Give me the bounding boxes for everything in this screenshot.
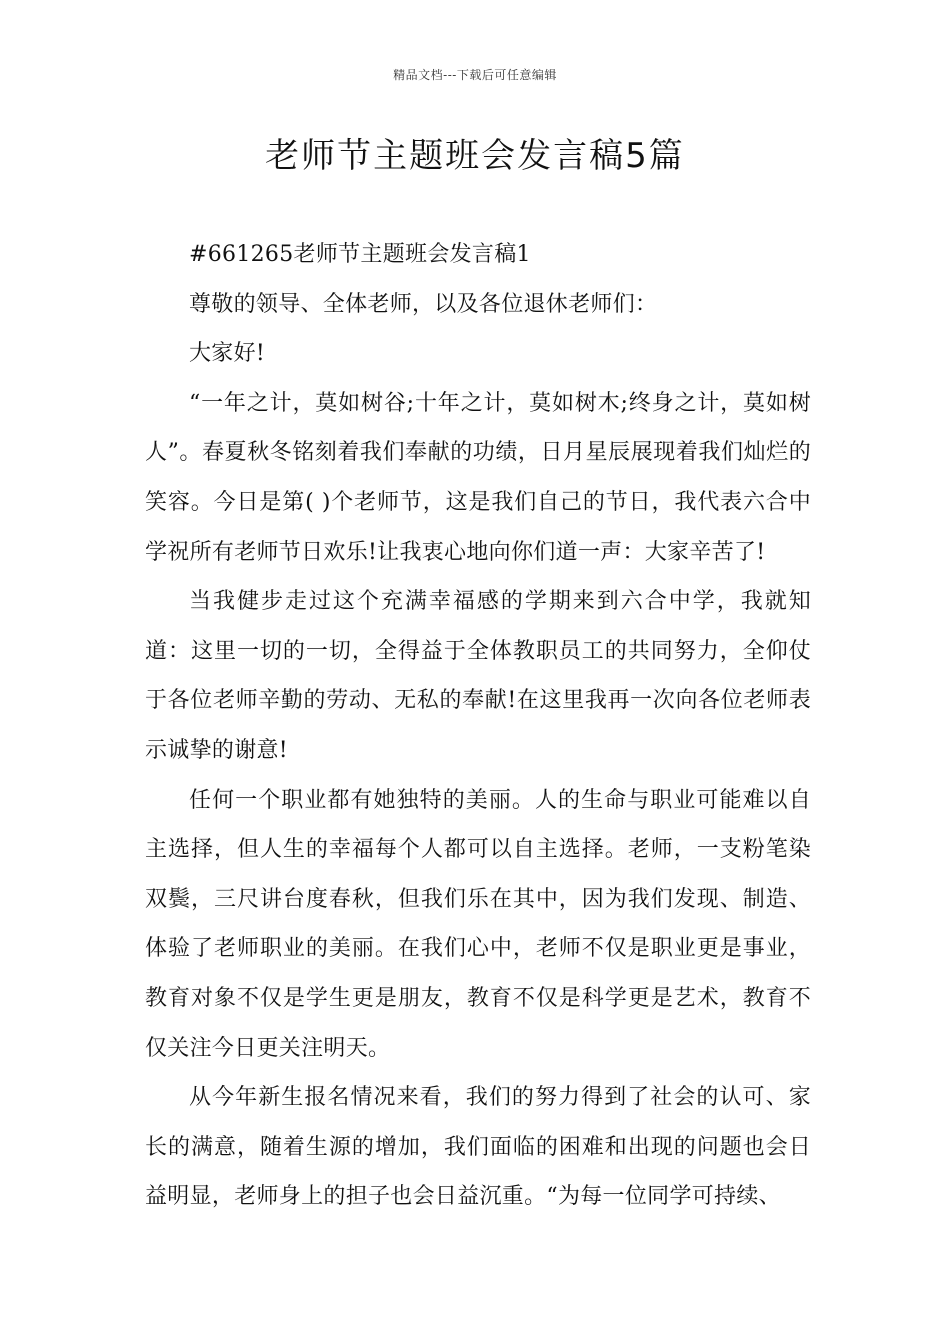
paragraph: “一年之计，莫如树谷;十年之计，莫如树木;终身之计，莫如树人”。春夏秋冬铭刻着我们奉献的功绩，日月星辰展现着我们灿烂的笑容。今日是第( )个老师节，这是我们自己的节日，我代表六合中学祝所有老师节日欢乐!让我衷心地向你们道一声：大家辛苦了! [145, 390, 811, 565]
paragraph-greeting: 大家好! [189, 341, 266, 367]
paragraph: 任何一个职业都有她独特的美丽。人的生命与职业可能难以自主选择，但人生的幸福每个人都可以自主选择。老师，一支粉笔染双鬓，三尺讲台度春秋，但我们乐在其中，因为我们发现、制造、体验了老师职业的美丽。在我们心中，老师不仅是职业更是事业，教育对象不仅是学生更是朋友，教育不仅是科学更是艺术，教育不仅关注今日更关注明天。 [145, 787, 811, 1061]
document-body [145, 230, 811, 1222]
paragraph-heading: #661265老师节主题班会发言稿1 [189, 242, 531, 267]
paragraph: 从今年新生报名情况来看，我们的努力得到了社会的认可、家长的满意，随着生源的增加，我们面临的困难和出现的问题也会日益明显，老师身上的担子也会日益沉重。“为每一位同学可持续、 [145, 1085, 811, 1210]
paragraph: 当我健步走过这个充满幸福感的学期来到六合中学，我就知道：这里一切的一切，全得益于全体教职员工的共同努力，全仰仗于各位老师辛勤的劳动、无私的奉献!在这里我再一次向各位老师表示诚挚的谢意! [145, 589, 811, 763]
header-note: 精品文档---下载后可任意编辑 [393, 68, 557, 82]
page-title: 老师节主题班会发言稿5篇 [265, 136, 685, 176]
paragraph-salutation: 尊敬的领导、全体老师，以及各位退休老师们： [189, 291, 658, 317]
